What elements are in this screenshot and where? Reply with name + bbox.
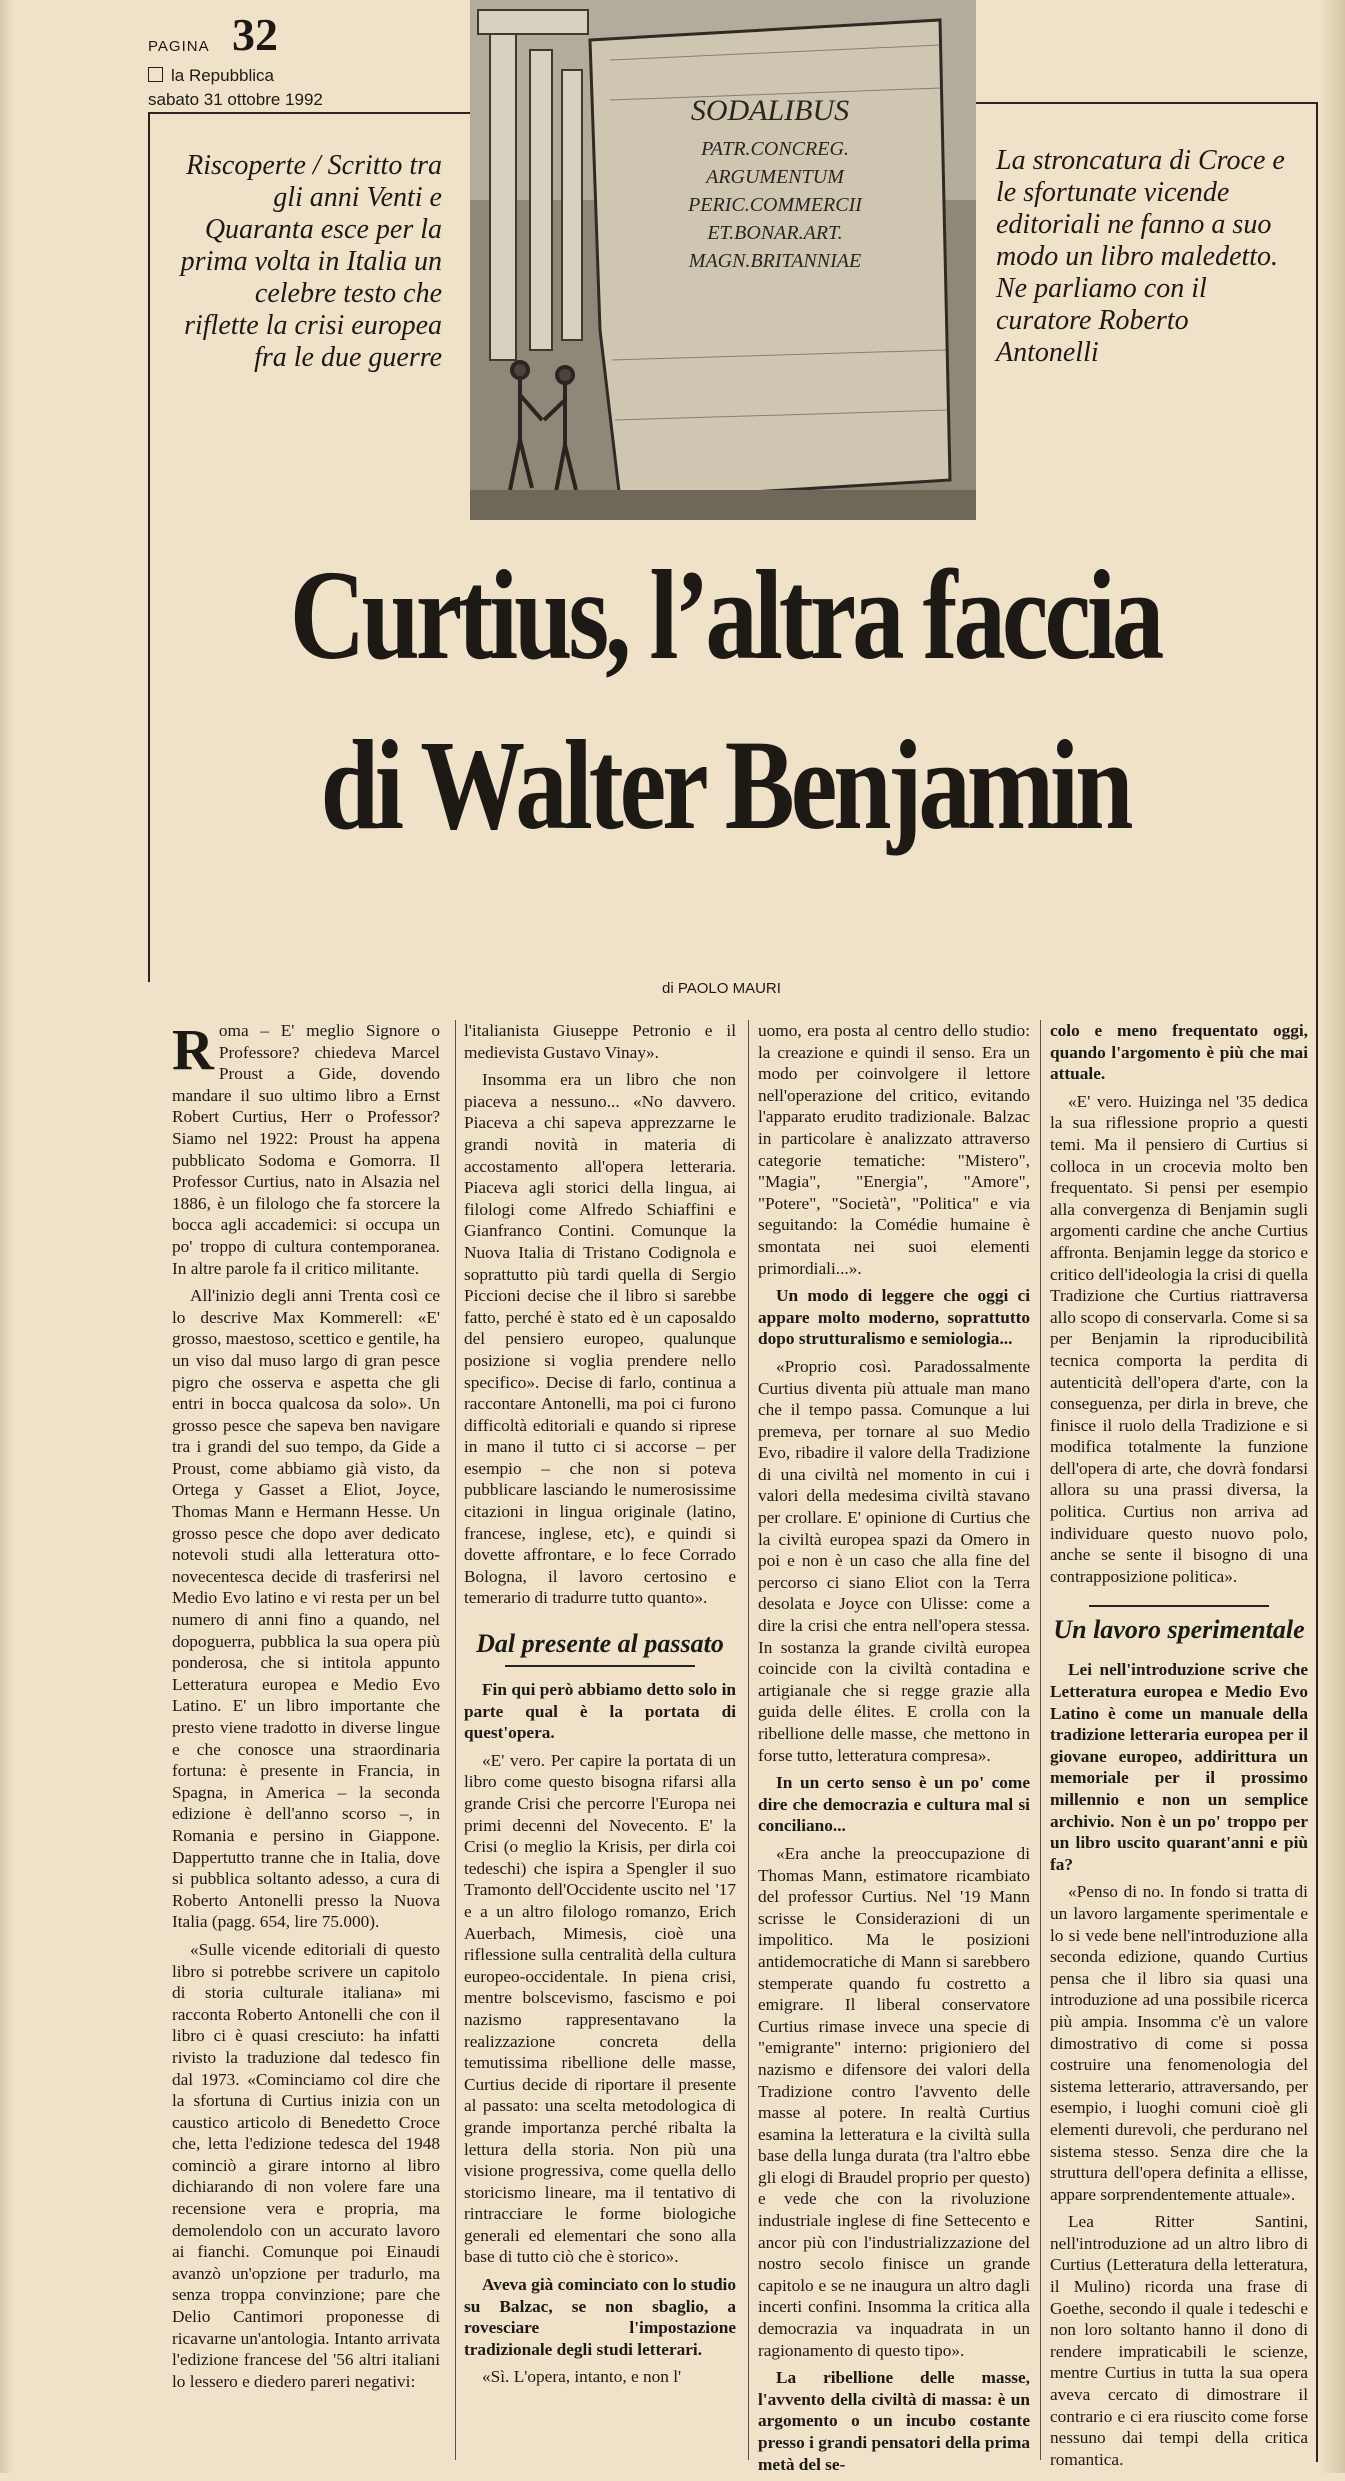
subheading-dal-presente [464, 1627, 736, 1667]
frame-rule-left [148, 112, 150, 982]
engraving-illustration [470, 0, 976, 520]
question-paragraph: Lei nell'introduzione scrive che Letteratura europea e Medio Evo Latino è come un manuale della tradizione letteraria europea per il giovane europeo, addirittura un memoriale per il prossimo millennio e non un semplice archivio. Non è un po' troppo per un libro uscito quarant'anni e più fa? [1050, 1660, 1308, 1874]
page-number: 32 [232, 9, 278, 60]
question-paragraph: Un modo di leggere che oggi ci appare molto moderno, soprattutto dopo strutturalismo e semiologia... [758, 1286, 1030, 1349]
question-paragraph: Aveva già cominciato con lo studio su Balzac, se non sbaglio, a rovesciare l'impostazione tradizionale degli studi letterari. [464, 2275, 736, 2359]
question-paragraph: La ribellione delle masse, l'avvento della civiltà di massa: è un argomento o un incubo costante presso i grandi pensatori della prima metà del se- [758, 2368, 1030, 2474]
paragraph: Insomma era un libro che non piaceva a nessuno... «No davvero. Piaceva a chi sapeva apprezzarne le grandi novità in materia di accostamento all'opera letteraria. Piaceva agli storici della lingua, ai filologi come Alfredo Schiaffini e Gianfranco Contini. Comunque la Nuova Italia di Tristano Codignola e soprattutto più tardi quella di Sergio Piccioni decise che il libro si sarebbe fatto, perché è stato ed è un caposaldo del pensiero europeo, qualunque posizione si voglia prendere nello specifico». Decise di farlo, continua a raccontare Antonelli, ma poi ci furono difficoltà editoriali e quando si riprese in mano il tutto ci si accorse – per esempio – che non si poteva pubblicare lasciando le numerosissime citazioni in lingua originale (latino, francese, inglese, etc), e quindi si dovette affrontare, e lo fece Corrado Bologna, il lavoro certosino e temerario di tradurre tutto quanto». [464, 1070, 736, 1608]
page-header [140, 8, 460, 108]
inscription-line-3: ARGUMENTUM [706, 166, 844, 188]
headline [262, 530, 1189, 870]
column-divider-1 [455, 1020, 456, 2460]
inscription-line-4: PERIC.COMMERCII [688, 194, 862, 216]
frame-rule-top-left [148, 112, 470, 114]
article-column-2 [464, 1020, 736, 2394]
kicker-left: Riscoperte / Scritto tra gli anni Venti e Quaranta esce per la prima volta in Italia un celebre testo che riflette la crisi europea fra le due guerre [180, 150, 442, 373]
paragraph: All'inizio degli anni Trenta così ce lo descrive Max Kommerell: «E' grosso, maestoso, scettico e gentile, ha un viso dal muso largo di gran pesce pigro che osserva e aspetta che gli entri in bocca qualcosa da solo». Un grosso pesce che sapeva ben navigare tra i grandi del suo tempo, da Gide a Proust, come abbiamo già visto, da Ortega y Gasset a Eliot, Joyce, Thomas Mann e Hermann Hesse. Un grosso pesce che dopo aver dedicato notevoli studi alla letteratura otto-novecentesca decide di trasferirsi nel Medio Evo latino e vi resta per un bel numero di anni fino a quando, nel dopoguerra, pubblica la sua opera più ponderosa, che si intitola appunto Letteratura europea e Medio Evo Latino. E' un libro importante che presto viene tradotto in diverse lingue e che conosce una straordinaria fortuna: è presente in Francia, in Spagna, in America – la seconda edizione è dell'anno scorso –, in Romania e persino in Giappone. Dappertutto tranne che in Italia, dove si pubblica soltanto adesso, a cura di Roberto Antonelli presso la Nuova Italia (pagg. 654, lire 75.000). [172, 1286, 440, 1932]
paragraph: l'italianista Giuseppe Petronio e il medievista Gustavo Vinay». [464, 1021, 736, 1062]
paragraph: Lea Ritter Santini, nell'introduzione ad un altro libro di Curtius (Letteratura della letteratura, il Mulino) ricorda una frase di Goethe, secondo il quale i tedeschi e non loro soltanto hanno il dono di rendere impraticabili le scienze, mentre Curtius in tutta la sua opera aveva cercato di dimostrare il contrario e ci era riuscito come forse nessuno dai tempi della critica romantica. [1050, 2212, 1308, 2469]
paragraph-text: oma – E' meglio Signore o Professore? chiedeva Marcel Proust a Gide, dovendo mandare il suo ultimo libro a Ernst Robert Curtius, Herr o Professor? Siamo nel 1922: Proust ha appena pubblicato Sodoma e Gomorra. Il Professor Curtius, nato in Alsazia nel 1886, è un filologo che fa storcere la bocca agli accademici: si occupa un po' troppo di cultura contemporanea. In altre parole fa il critico militante. [172, 1021, 440, 1278]
article-column-1 [172, 1017, 440, 2398]
question-paragraph: In un certo senso è un po' come dire che democrazia e cultura mal si conciliano... [758, 1773, 1030, 1836]
paragraph: «E' vero. Huizinga nel '35 dedica la sua riflessione proprio a questi temi. Ma il pensiero di Curtius si colloca in un crocevia molto ben frequentato. Si pensi per esempio alla convergenza di Benjamin sugli argomenti cardine che anche Curtius affronta. Benjamin legge da storico e critico dell'ideologia la crisi di quella Tradizione che Curtius riattraversa allo scopo di conservarla. Come si sa per Benjamin la riproducibilità tecnica comporta la perdita di autenticità dell'opera d'arte, con la conseguenza, per dirla in breve, che finisce il ruolo della Tradizione e si modifica totalmente la funzione dell'opera di arte, che dovrà fondarsi allora su una prassi diversa, la politica. Curtius non arriva ad individuare questo nuovo polo, anche se sente il bisogno di una contrapposizione politica». [1050, 1091, 1308, 1586]
article-column-3 [758, 1020, 1030, 2481]
drop-cap: R [172, 1017, 214, 1082]
headline-line-2: di Walter Benjamin [320, 714, 1130, 856]
byline: di PAOLO MAURI [662, 980, 781, 997]
publication-name [148, 66, 274, 86]
paragraph: «Sulle vicende editoriali di questo libro si potrebbe scrivere un capitolo di storia culturale italiana» mi racconta Roberto Antonelli che con il libro ci è quasi cresciuto: ha infatti rivisto la traduzione dal tedesco fin dal 1973. «Cominciamo col dire che la sfortuna di Curtius inizia con un caustico articolo di Benedetto Croce che, letta l'edizione tedesca del 1948 cominciò a girare intorno al libro dichiarando di non volere fare una recensione vera e propria, ma demolendolo con un accurato lavoro ai fianchi. Comunque poi Einaudi avanzò un'opzione per tradurlo, ma senza troppa convinzione; pare che Delio Cantimori proponesse di ricavarne un'antologia. Intanto arrivata l'edizione francese del '56 altri italiani lo lessero e diedero pareri negativi: [172, 1939, 440, 2391]
column-divider-3 [1040, 1020, 1041, 2460]
publication-date: sabato 31 ottobre 1992 [148, 90, 323, 109]
article-column-4 [1050, 1020, 1308, 2476]
inscription-line-1: SODALIBUS [690, 94, 850, 127]
paragraph: «Proprio così. Paradossalmente Curtius diventa più attuale man mano che il tempo passa. Comunque a lui premeva, per tornare al suo Medio Evo, ribadire il valore della Tradizione di una civiltà nel momento in cui i valori della medesima civiltà stavano per crollare. E' opinione di Curtius che la civiltà europea spazi da Omero in poi e non è un caso che alla fine del percorso ci siano Eliot con la Terra desolata e Joyce con Ulisse: come a dire la crisi che entra nell'opera stessa. In sostanza la grande civiltà europea coincide con la civiltà contadina e artigianale che si regge grazie alla guida delle élites. E crolla con la ribellione delle masse, che mettono in forse tutto, letteratura compresa». [758, 1356, 1030, 1765]
frame-rule-top-right [976, 102, 1318, 104]
inscription-line-2: PATR.CONCREG. [701, 138, 849, 160]
subheading-rule [505, 1665, 695, 1667]
inscription-line-6: MAGN.BRITANNIAE [688, 250, 862, 272]
subheading-text: Un lavoro sperimentale [1053, 1615, 1305, 1645]
headline-line-1: Curtius, l’altra faccia [289, 544, 1161, 686]
subheading-rule [1089, 1605, 1270, 1607]
inscription-line-5: ET.BONAR.ART. [707, 222, 843, 244]
paragraph: «Sì. L'opera, intanto, e non l' [482, 2367, 682, 2387]
column-divider-2 [748, 1020, 749, 2460]
paragraph: «Penso di no. In fondo si tratta di un lavoro largamente sperimentale e lo si vede bene nell'introduzione alla seconda edizione, quando Curtius pensa che il libro sia quasi una introduzione ad una possibile ricerca più ampia. Insomma c'è un valore dimostrativo di come si possa costruire una fenomenologia del sistema letterario, attraversando, per esempio, i luoghi comuni cioè gli elementi durevoli, che perdurano nel sistema stesso. Senza dire che la struttura dell'opera definita a ellisse, appare sorprendentemente attuale». [1050, 1882, 1308, 2204]
subheading-text: Dal presente al passato [476, 1629, 724, 1659]
paragraph: «E' vero. Per capire la portata di un libro come questo bisogna rifarsi alla grande Crisi che percorre l'Europa nei primi decenni del Novecento. E' la Crisi (o meglio la Krisis, per dirla coi tedeschi) che ispira a Spengler il suo Tramonto dell'Occidente uscito nel '17 e a un altro filologo romanzo, Erich Auerbach, Mimesis, cioè una riflessione sulla centralità della cultura europeo-occidentale. In piena crisi, mentre bolscevismo, fascismo e poi nazismo rappresentavano la realizzazione concreta della temutissima ribellione delle masse, Curtius decide di riportare il presente al passato: una scelta metodologica di grande importanza perché ribalta la lettura della storia. Non più una visione progressiva, come quella dello storicismo lineare, ma il tentativo di rintracciare le forme biologiche generali ed elementari che sono alla base di tutto ciò che è storico». [464, 1750, 736, 2267]
publication-label: la Repubblica [171, 66, 275, 85]
ruins-engraving-icon [470, 0, 976, 520]
paragraph: uomo, era posta al centro dello studio: la creazione e quindi il senso. Era un modo per coinvolgere il lettore nell'operazione del critico, evitando l'apparato erudito tradizionale. Balzac in particolare è analizzato attraverso categorie tematiche: "Mistero", "Magia", "Energia", "Amore", "Potere", "Società", "Politica" e via seguitando: la Comédie humaine è smontata nei suoi elementi primordiali...». [758, 1021, 1030, 1278]
question-paragraph: colo e meno frequentato oggi, quando l'argomento è più che mai attuale. [1050, 1021, 1308, 1084]
subheading-un-lavoro [1050, 1605, 1308, 1647]
pagina-label: PAGINA [148, 38, 210, 55]
checkbox-square-icon [148, 67, 163, 82]
kicker-right: La stroncatura di Croce e le sfortunate vicende editoriali ne fanno a suo modo un libro maledetto. Ne parliamo con il curatore Roberto Antonelli [996, 145, 1285, 368]
paragraph [172, 1017, 440, 1279]
paragraph: «Era anche la preoccupazione di Thomas Mann, estimatore ricambiato del professor Curtius. Nel '19 Mann scrisse le Considerazioni di un impolitico. Ma le posizioni antidemocratiche di Mann si sarebbero stemperate quando fu costretto a emigrare. Il liberal conservatore Curtius rimase invece una specie di "emigrante" interno: prigioniero del nazismo e difensore dei valori della Tradizione contro l'avvento delle masse al potere. In realtà Curtius esamina la letteratura e la civiltà sulla base della lunga durata (tra l'altro ebbe gli elogi di Braudel proprio per questo) e vede che con la rivoluzione industriale inglese di fine Settecento e ancor più con l'industrializzazione del nostro secolo finisce un grande capitolo e se ne inaugura un altro dagli incerti confini. Insomma la critica alla democrazia va inquadrata in un ragionamento di questo tipo». [758, 1843, 1030, 2360]
frame-rule-right [1316, 102, 1318, 2462]
question-paragraph: Fin qui però abbiamo detto solo in parte qual è la portata di quest'opera. [464, 1680, 736, 1743]
